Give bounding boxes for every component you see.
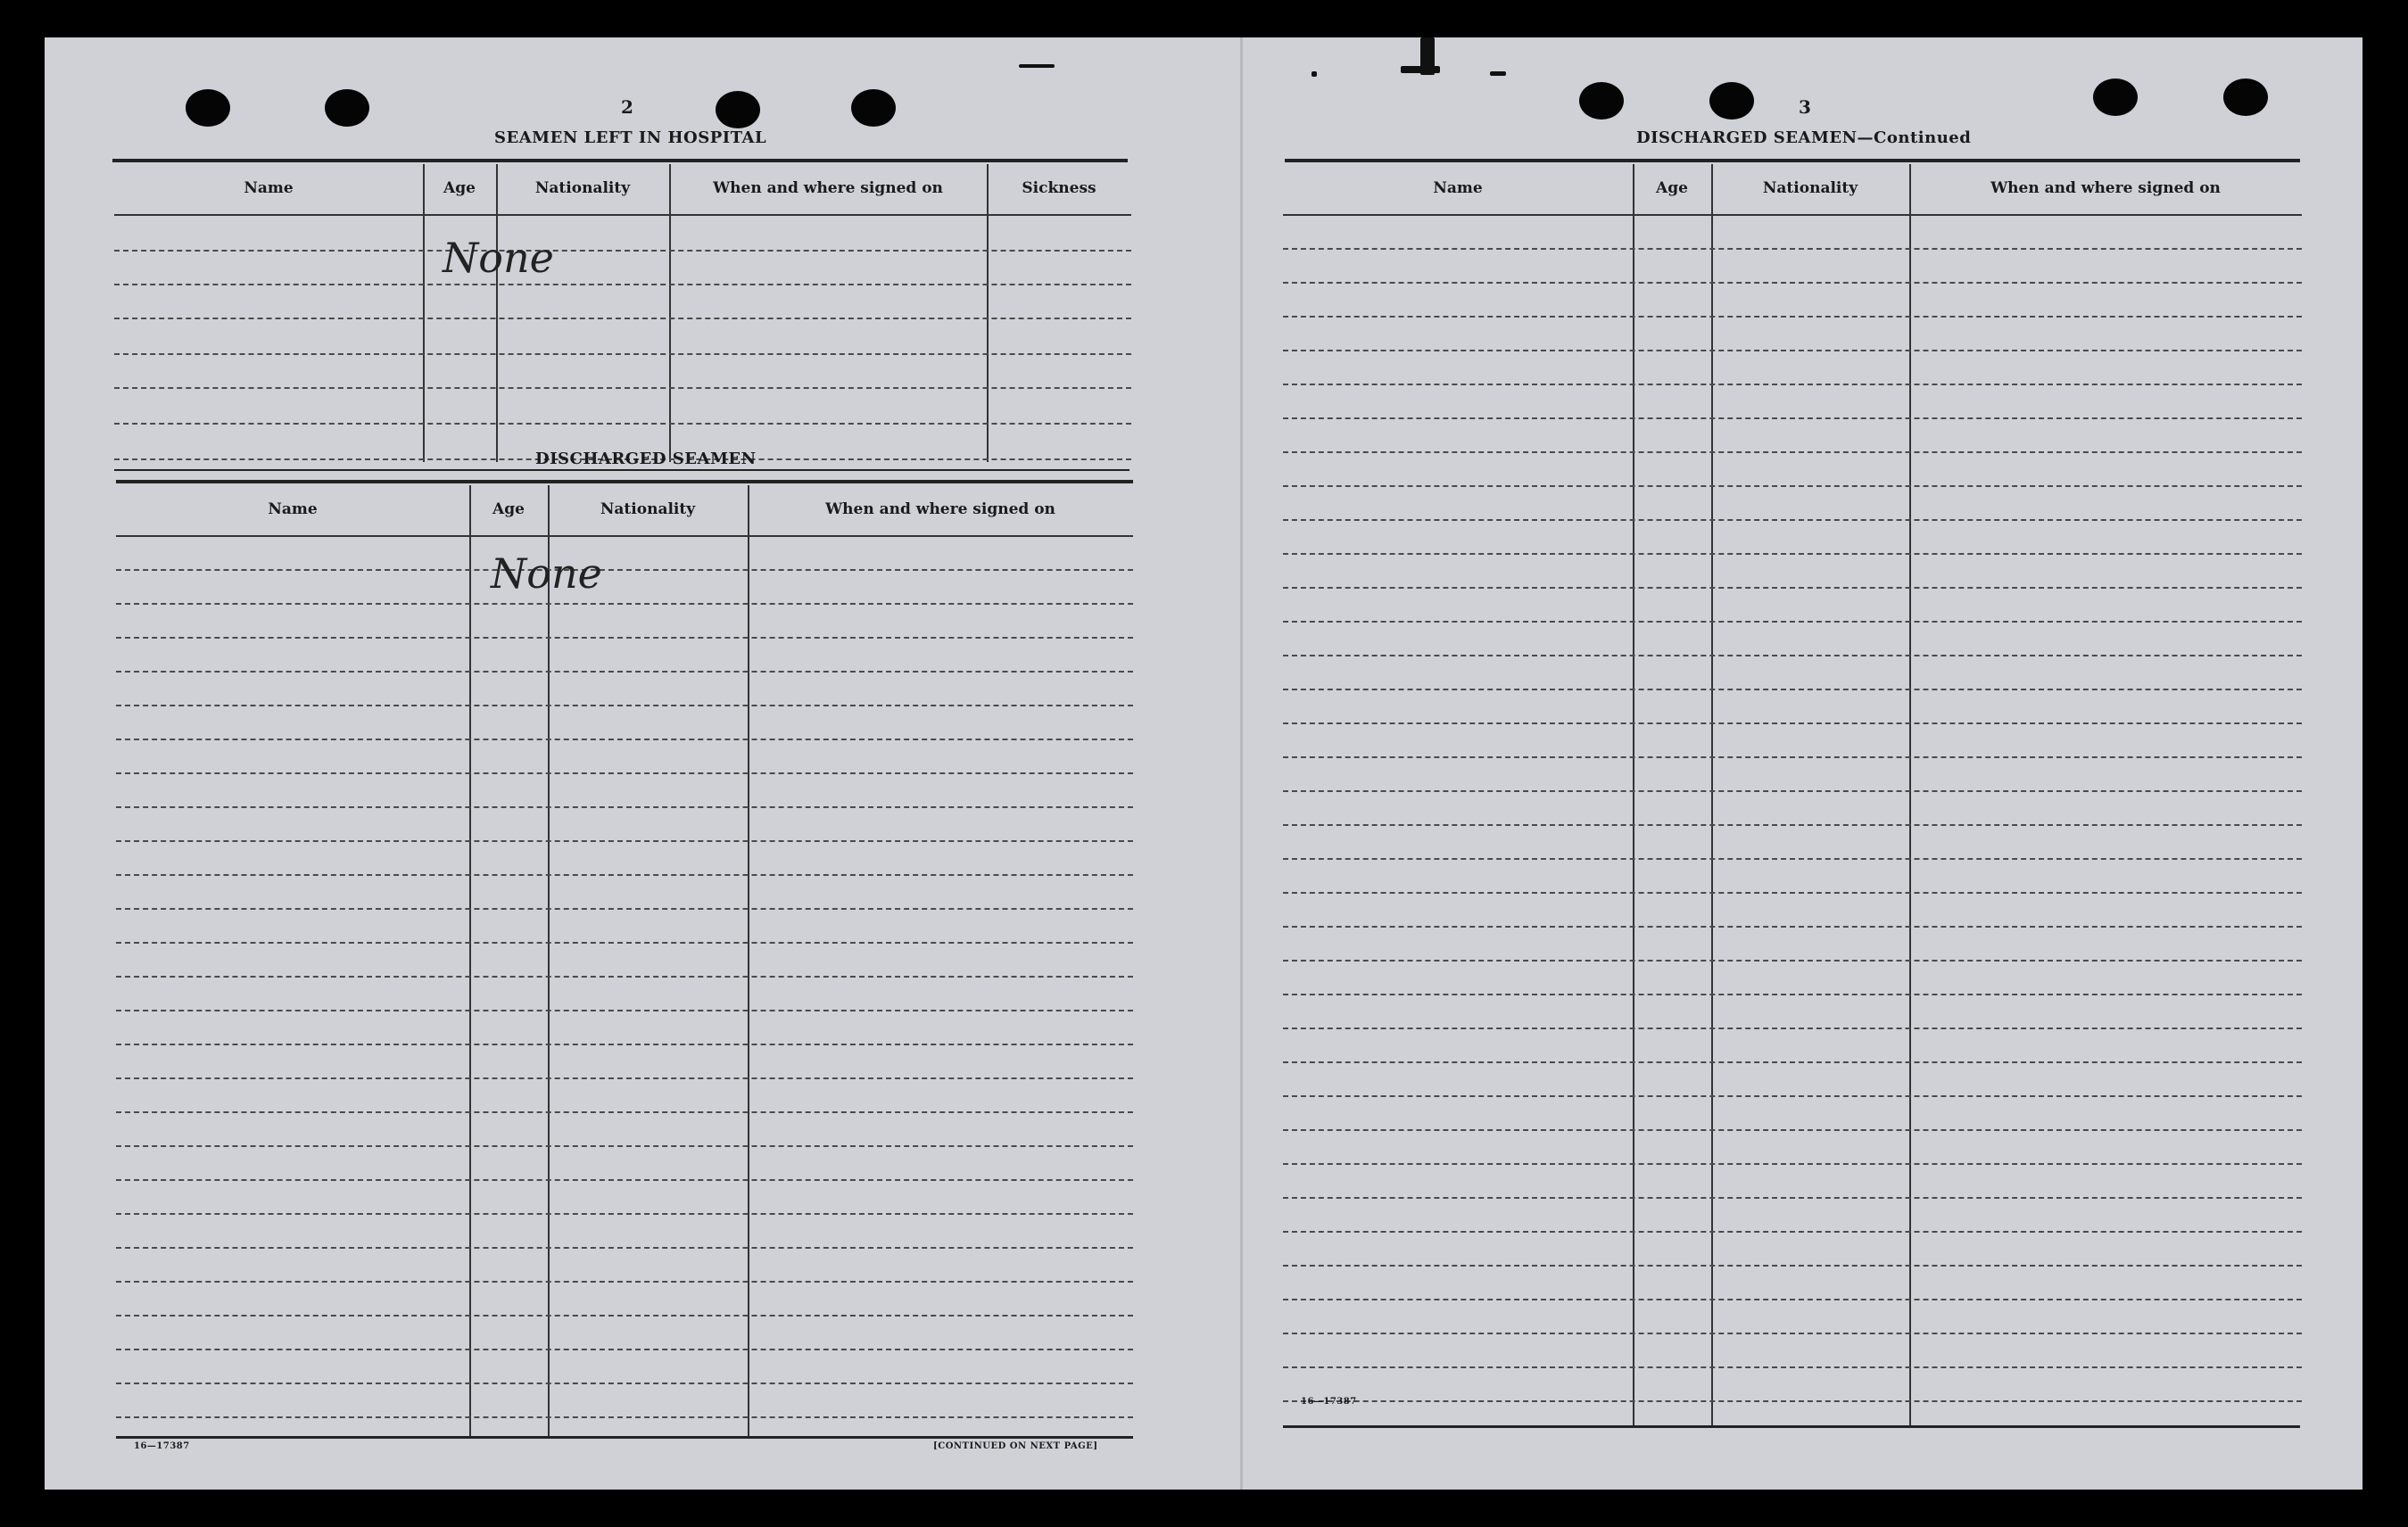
row-line — [1283, 350, 2302, 351]
row-line — [1283, 316, 2302, 318]
row-line — [116, 942, 1133, 944]
row-line — [1283, 1163, 2302, 1165]
row-line — [1283, 824, 2302, 826]
row-line — [1283, 621, 2302, 623]
column-divider — [1711, 164, 1713, 1425]
row-line — [116, 908, 1133, 910]
col-header-name: Name — [244, 179, 294, 197]
row-line — [1283, 417, 2302, 419]
row-line — [116, 705, 1133, 706]
row-line — [1283, 1366, 2302, 1368]
header-rule — [1283, 214, 2302, 216]
punch-hole — [716, 91, 760, 128]
column-divider — [1909, 164, 1911, 1425]
row-line — [116, 874, 1133, 876]
header-rule — [116, 535, 1133, 537]
row-line — [116, 739, 1133, 740]
column-divider — [1633, 164, 1634, 1425]
column-divider — [469, 485, 471, 1436]
col-header-when-where: When and where signed on — [1990, 179, 2221, 197]
hospital-bottom-rule — [114, 469, 1130, 471]
row-line — [1283, 926, 2302, 928]
page-fold — [1240, 37, 1243, 1490]
discharged-table — [116, 485, 1133, 1440]
punch-hole — [1709, 82, 1754, 120]
document-sheet — [45, 37, 2362, 1490]
row-line — [116, 1111, 1133, 1113]
row-line — [116, 1349, 1133, 1350]
row-line — [1283, 451, 2302, 453]
col-header-when-where: When and where signed on — [825, 500, 1055, 518]
row-line — [114, 250, 1131, 252]
punch-hole — [851, 89, 896, 127]
row-line — [116, 1010, 1133, 1011]
row-line — [1283, 282, 2302, 284]
punch-hole — [186, 89, 230, 127]
header-rule — [114, 214, 1131, 216]
column-divider — [423, 164, 425, 462]
row-line — [114, 387, 1131, 389]
hospital-section-title: SEAMEN LEFT IN HOSPITAL — [494, 128, 767, 147]
row-line — [116, 1145, 1133, 1147]
row-line — [1283, 756, 2302, 758]
row-line — [1283, 1299, 2302, 1300]
column-divider — [987, 164, 989, 462]
form-number-right: 16—17387 — [1301, 1397, 1357, 1407]
col-header-age: Age — [492, 500, 525, 518]
row-line — [1283, 1095, 2302, 1097]
row-line — [116, 1281, 1133, 1283]
continued-note: [CONTINUED ON NEXT PAGE] — [933, 1441, 1098, 1451]
row-line — [116, 1247, 1133, 1249]
row-line — [116, 671, 1133, 673]
col-header-nationality: Nationality — [1762, 179, 1858, 197]
row-line — [1283, 248, 2302, 250]
row-line — [116, 772, 1133, 774]
hospital-table — [114, 164, 1131, 464]
scan-mark — [1312, 71, 1317, 77]
discharged-entry-handwritten: None — [491, 549, 602, 598]
col-header-age: Age — [1656, 179, 1688, 197]
row-line — [1283, 858, 2302, 860]
punch-hole — [1579, 82, 1624, 120]
row-line — [116, 603, 1133, 605]
col-header-nationality: Nationality — [600, 500, 696, 518]
row-line — [1283, 1129, 2302, 1131]
col-header-sickness: Sickness — [1022, 179, 1096, 197]
page-number-right: 3 — [1799, 96, 1811, 118]
row-line — [116, 1044, 1133, 1045]
discharged-bottom-rule — [116, 1436, 1133, 1439]
column-divider — [496, 164, 498, 462]
col-header-name: Name — [1433, 179, 1483, 197]
row-line — [1283, 1061, 2302, 1063]
discharged-cont-title-rule — [1285, 159, 2300, 162]
row-line — [116, 806, 1133, 808]
row-line — [1283, 655, 2302, 656]
column-divider — [548, 485, 550, 1436]
row-line — [116, 1213, 1133, 1215]
column-divider — [748, 485, 749, 1436]
row-line — [1283, 960, 2302, 962]
col-header-when-where: When and where signed on — [713, 179, 943, 197]
row-line — [114, 284, 1131, 285]
row-line — [114, 353, 1131, 355]
scan-mark — [1490, 71, 1506, 76]
row-line — [1283, 689, 2302, 690]
col-header-nationality: Nationality — [534, 179, 631, 197]
col-header-age: Age — [443, 179, 476, 197]
discharged-cont-table — [1283, 164, 2302, 1427]
page-number-left: 2 — [621, 96, 633, 118]
row-line — [116, 1416, 1133, 1418]
row-line — [1283, 384, 2302, 385]
row-line — [116, 1077, 1133, 1079]
row-line — [116, 840, 1133, 842]
scan-mark — [1019, 64, 1055, 68]
row-line — [116, 976, 1133, 978]
row-line — [1283, 722, 2302, 724]
row-line — [116, 1179, 1133, 1181]
punch-hole — [325, 89, 369, 127]
row-line — [1283, 587, 2302, 589]
row-line — [116, 1383, 1133, 1384]
row-line — [1283, 519, 2302, 521]
row-line — [1283, 1265, 2302, 1267]
row-line — [1283, 790, 2302, 792]
row-line — [1283, 994, 2302, 995]
row-line — [1283, 1400, 2302, 1402]
row-line — [114, 318, 1131, 319]
scan-mark — [1401, 66, 1440, 73]
column-divider — [669, 164, 671, 462]
punch-hole — [2093, 78, 2138, 116]
form-number-left: 16—17387 — [134, 1441, 190, 1451]
row-line — [116, 637, 1133, 639]
punch-hole — [2223, 78, 2268, 116]
hospital-title-rule — [112, 159, 1128, 162]
row-line — [1283, 485, 2302, 487]
hospital-entry-handwritten: None — [443, 234, 554, 282]
row-line — [1283, 1333, 2302, 1334]
col-header-name: Name — [268, 500, 318, 518]
row-line — [116, 569, 1133, 571]
row-line — [1283, 1231, 2302, 1233]
discharged-cont-section-title: DISCHARGED SEAMEN—Continued — [1636, 128, 1972, 147]
row-line — [1283, 1197, 2302, 1199]
row-line — [1283, 1028, 2302, 1029]
row-line — [1283, 553, 2302, 555]
discharged-cont-bottom-rule — [1283, 1425, 2300, 1428]
row-line — [116, 1315, 1133, 1317]
discharged-section-title: DISCHARGED SEAMEN — [535, 450, 757, 468]
row-line — [114, 423, 1131, 425]
row-line — [1283, 892, 2302, 894]
discharged-title-rule — [116, 480, 1133, 483]
